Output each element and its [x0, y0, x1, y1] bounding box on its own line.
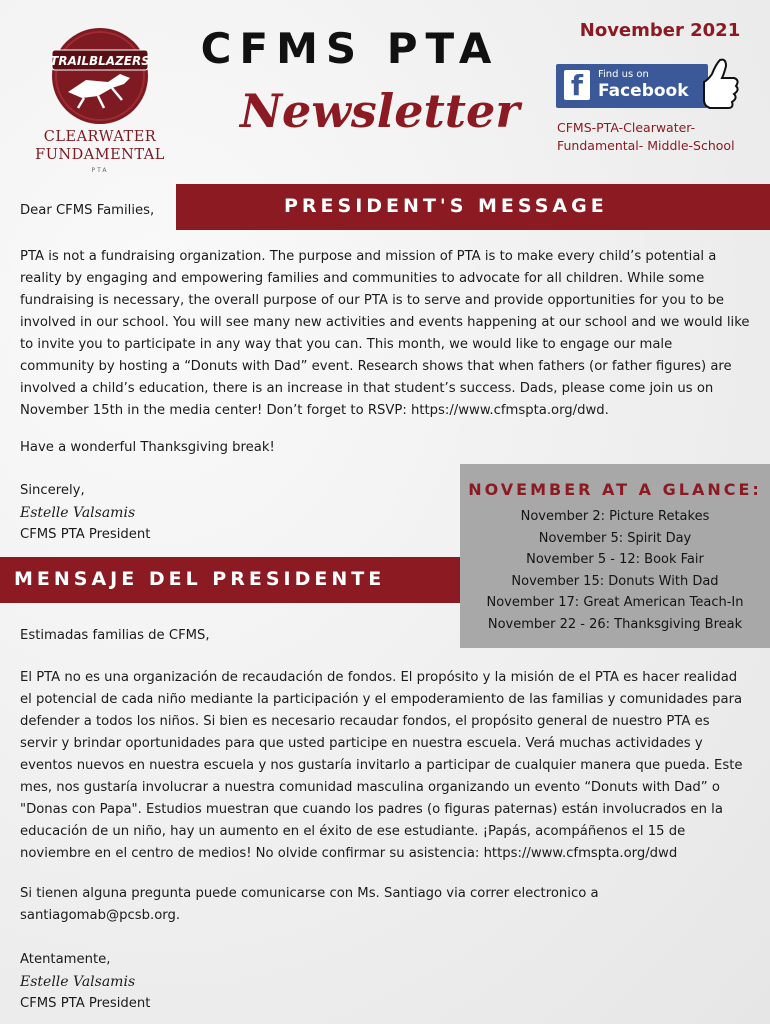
- presidente-body: [20, 667, 750, 865]
- issue-month: November 2021: [579, 20, 741, 41]
- logo-pta-text: PTA: [91, 167, 109, 174]
- presidente-role: CFMS PTA President: [20, 996, 151, 1011]
- school-name-line2: FUNDAMENTAL: [35, 147, 165, 163]
- november-at-a-glance: [460, 464, 770, 648]
- glance-item: November 2: Picture Retakes: [520, 509, 710, 524]
- president-signature: Estelle Valsamis: [20, 505, 136, 521]
- president-message-heading: PRESIDENT'S MESSAGE: [284, 195, 608, 217]
- glance-item: November 5 - 12: Book Fair: [526, 552, 704, 567]
- president-body: [20, 246, 750, 422]
- logo-banner-text: TRAILBLAZERS: [50, 54, 150, 68]
- glance-title: NOVEMBER AT A GLANCE:: [468, 480, 762, 499]
- page-subtitle: Newsletter: [240, 84, 520, 138]
- page-title: CFMS PTA: [200, 24, 500, 73]
- thumbs-up-icon: [698, 56, 740, 114]
- presidente-signature: Estelle Valsamis: [20, 974, 136, 990]
- facebook-handle: CFMS-PTA-Clearwater-Fundamental- Middle-School: [557, 120, 735, 153]
- presidente-contact: Si tienen alguna pregunta puede comunicarse con Ms. Santiago via correr electronico a santiagomab@pcsb.org.: [20, 886, 599, 923]
- glance-list: [460, 506, 770, 635]
- president-greeting: Dear CFMS Families,: [20, 203, 155, 218]
- president-signoff: Sincerely,: [20, 483, 85, 498]
- facebook-badge[interactable]: [556, 60, 736, 112]
- facebook-label: Facebook: [598, 81, 689, 101]
- presidente-signoff: Atentamente,: [20, 952, 111, 967]
- glance-item: November 17: Great American Teach-In: [486, 595, 744, 610]
- president-message-banner: [176, 184, 770, 230]
- facebook-find-label: Find us on: [598, 69, 649, 80]
- school-name: [20, 128, 180, 164]
- presidente-body-text: El PTA no es una organización de recaudación de fondos. El propósito y la misión de el PTA es hacer realidad el potencial de cada niño mediante la participación y el empoderamiento de las familias y comunidades para defender a todos los niños. Si bien es necesario recaudar fondos, el propósito general de nuestro PTA es servir y brindar oportunidades para que usted participe en nuestra escuela. Verá muchas actividades y eventos nuevos en nuestra escuela y nos gustaría invitarlo a participar de cualquier manera que pueda. Este mes, nos gustaría involucrar a nuestra comunidad masculina organizando un evento “Donuts with Dad” o "Donas con Papa". Estudios muestran que cuando los padres (o figuras paternas) están involucrados en la educación de un niño, hay un aumento en el éxito de ese estudiante. ¡Papás, acompáñenos el 15 de noviembre en el centro de medios! No olvide confirmar su asistencia: https://www.cfmspta.org/dwd: [20, 670, 743, 861]
- school-name-line1: CLEARWATER: [43, 129, 157, 145]
- glance-item: November 15: Donuts With Dad: [511, 573, 719, 589]
- glance-item: November 22 - 26: Thanksgiving Break: [487, 616, 743, 632]
- president-role: CFMS PTA President: [20, 527, 151, 542]
- presidente-message-heading: MENSAJE DEL PRESIDENTE: [14, 568, 386, 590]
- president-body-text: PTA is not a fundraising organization. The purpose and mission of PTA is to make every child’s potential a reality by engaging and empowering families and communities to advocate for all children. While some fundraising is necessary, the overall purpose of our PTA is to serve and provide opportunities for you to be involved in our school. You will see many new activities and events happening at our school and we would like to invite you to participate in any way that you can. This month, we would like to engage our male community by hosting a “Donuts with Dad” event. Research shows that when fathers (or father figures) are involved a child’s education, there is an increase in that student’s success. Dads, please come join us on November 15th in the media center! Don’t forget to RSVP: https://www.cfmspta.org/dwd.: [20, 249, 750, 418]
- presidente-greeting: Estimadas familias de CFMS,: [20, 628, 210, 643]
- president-closing: Have a wonderful Thanksgiving break!: [20, 440, 275, 455]
- glance-item: November 5: Spirit Day: [538, 530, 692, 546]
- presidente-message-banner: [0, 557, 460, 603]
- facebook-icon: f: [564, 70, 590, 100]
